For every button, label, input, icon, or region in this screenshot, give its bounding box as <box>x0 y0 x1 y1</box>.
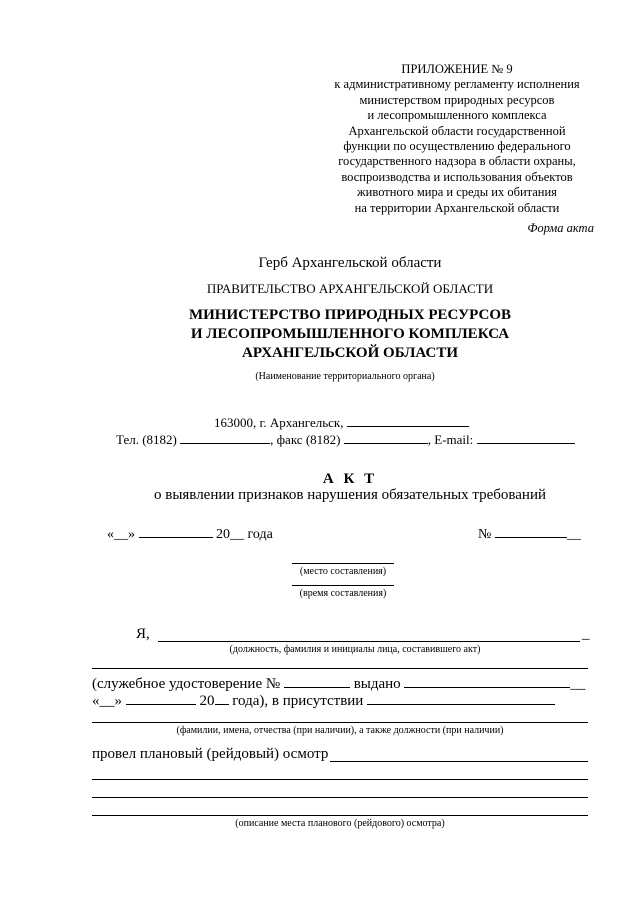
act-date-line <box>107 524 273 543</box>
act-title: А К Т <box>322 471 378 487</box>
appendix-line: функции по осуществлению федерального <box>343 139 571 154</box>
appendix-line: и лесопромышленного комплекса <box>367 108 547 123</box>
ministry-line: МИНИСТЕРСТВО ПРИРОДНЫХ РЕСУРСОВ <box>188 307 512 323</box>
date-month-field[interactable] <box>139 524 213 538</box>
issued-by-field[interactable] <box>404 674 570 688</box>
contacts-line <box>116 430 575 448</box>
appendix-line: воспроизводства и использования объектов <box>341 169 573 184</box>
place-caption: (место составления) <box>299 566 387 577</box>
certificate-date-line <box>92 691 555 710</box>
i-label: Я, <box>136 626 150 642</box>
certificate-number-field[interactable] <box>284 674 350 688</box>
inspection-caption: (описание места планового (рейдового) осмотра) <box>235 818 445 829</box>
inspection-field-line[interactable] <box>92 779 588 780</box>
act-number-field[interactable] <box>495 524 567 538</box>
issued-label: выдано <box>353 676 401 692</box>
date2-day-field[interactable]: __ <box>99 693 115 709</box>
year2-prefix: 20 <box>199 693 215 709</box>
inspection-label: провел плановый (рейдовый) осмотр <box>92 746 329 762</box>
time-field[interactable] <box>292 585 394 586</box>
coat-of-arms-label: Герб Архангельской области <box>258 255 442 271</box>
phone-label: Тел. (8182) <box>116 432 177 447</box>
ministry-name <box>0 306 640 363</box>
appendix-line: к административному регламенту исполнения <box>334 77 580 92</box>
certificate-label: (служебное удостоверение № <box>92 676 281 692</box>
date2-open-quote: « <box>92 693 100 709</box>
year-suffix: года <box>247 527 273 542</box>
presence-field[interactable] <box>367 691 555 705</box>
position-continuation-field[interactable] <box>92 668 588 669</box>
ministry-line: АРХАНГЕЛЬСКОЙ ОБЛАСТИ <box>242 345 458 361</box>
position-field[interactable] <box>158 641 580 642</box>
appendix-line: Архангельской области государственной <box>348 123 566 138</box>
year-field[interactable]: __ <box>230 527 244 542</box>
email-field[interactable] <box>477 430 575 444</box>
year-prefix: 20 <box>216 527 230 542</box>
fax-field[interactable] <box>344 430 428 444</box>
i-trailing: _ <box>582 626 590 642</box>
year2-suffix: года), <box>232 693 269 709</box>
act-number-line <box>478 524 581 543</box>
inspection-field-line[interactable] <box>92 797 588 798</box>
number-suffix: __ <box>566 527 581 542</box>
email-label: , E-mail: <box>427 432 474 447</box>
issued-trailing: __ <box>570 676 586 692</box>
presence-label: в присутствии <box>271 693 364 709</box>
position-caption: (должность, фамилия и инициалы лица, составившего акт) <box>229 644 481 655</box>
address-prefix: 163000, г. Архангельск, <box>214 415 344 430</box>
time-caption: (время составления) <box>299 588 387 599</box>
date-close-quote: » <box>128 527 135 542</box>
address-line <box>214 413 469 431</box>
inspection-field-line[interactable] <box>92 815 588 816</box>
fax-label: , факс (8182) <box>270 432 341 447</box>
form-type-label: Форма акта <box>527 221 594 235</box>
appendix-line: животного мира и среды их обитания <box>357 185 557 200</box>
government-name: ПРАВИТЕЛЬСТВО АРХАНГЕЛЬСКОЙ ОБЛАСТИ <box>206 281 494 296</box>
date-day-field[interactable]: __ <box>114 527 128 542</box>
appendix-line: министерством природных ресурсов <box>359 92 555 107</box>
ministry-line: И ЛЕСОПРОМЫШЛЕННОГО КОМПЛЕКСА <box>190 326 510 342</box>
date2-month-field[interactable] <box>126 691 196 705</box>
year2-field[interactable] <box>215 691 229 705</box>
phone-field[interactable] <box>180 430 270 444</box>
appendix-line: ПРИЛОЖЕНИЕ № 9 <box>401 62 513 76</box>
act-subtitle: о выявлении признаков нарушения обязательных требований <box>154 487 546 503</box>
number-label: № <box>478 527 492 542</box>
persons-caption: (фамилии, имена, отчества (при наличии), а также должности (при наличии) <box>176 725 504 736</box>
appendix-block <box>312 62 602 216</box>
date-open-quote: « <box>107 527 114 542</box>
place-field[interactable] <box>292 563 394 564</box>
territorial-body-caption: (Наименование территориального органа) <box>255 371 435 382</box>
persons-field[interactable] <box>92 722 588 723</box>
date2-close-quote: » <box>114 693 122 709</box>
address-field[interactable] <box>347 413 469 427</box>
appendix-line: государственного надзора в области охраны, <box>338 154 576 169</box>
inspection-field[interactable] <box>330 761 588 762</box>
appendix-line: на территории Архангельской области <box>354 200 560 215</box>
